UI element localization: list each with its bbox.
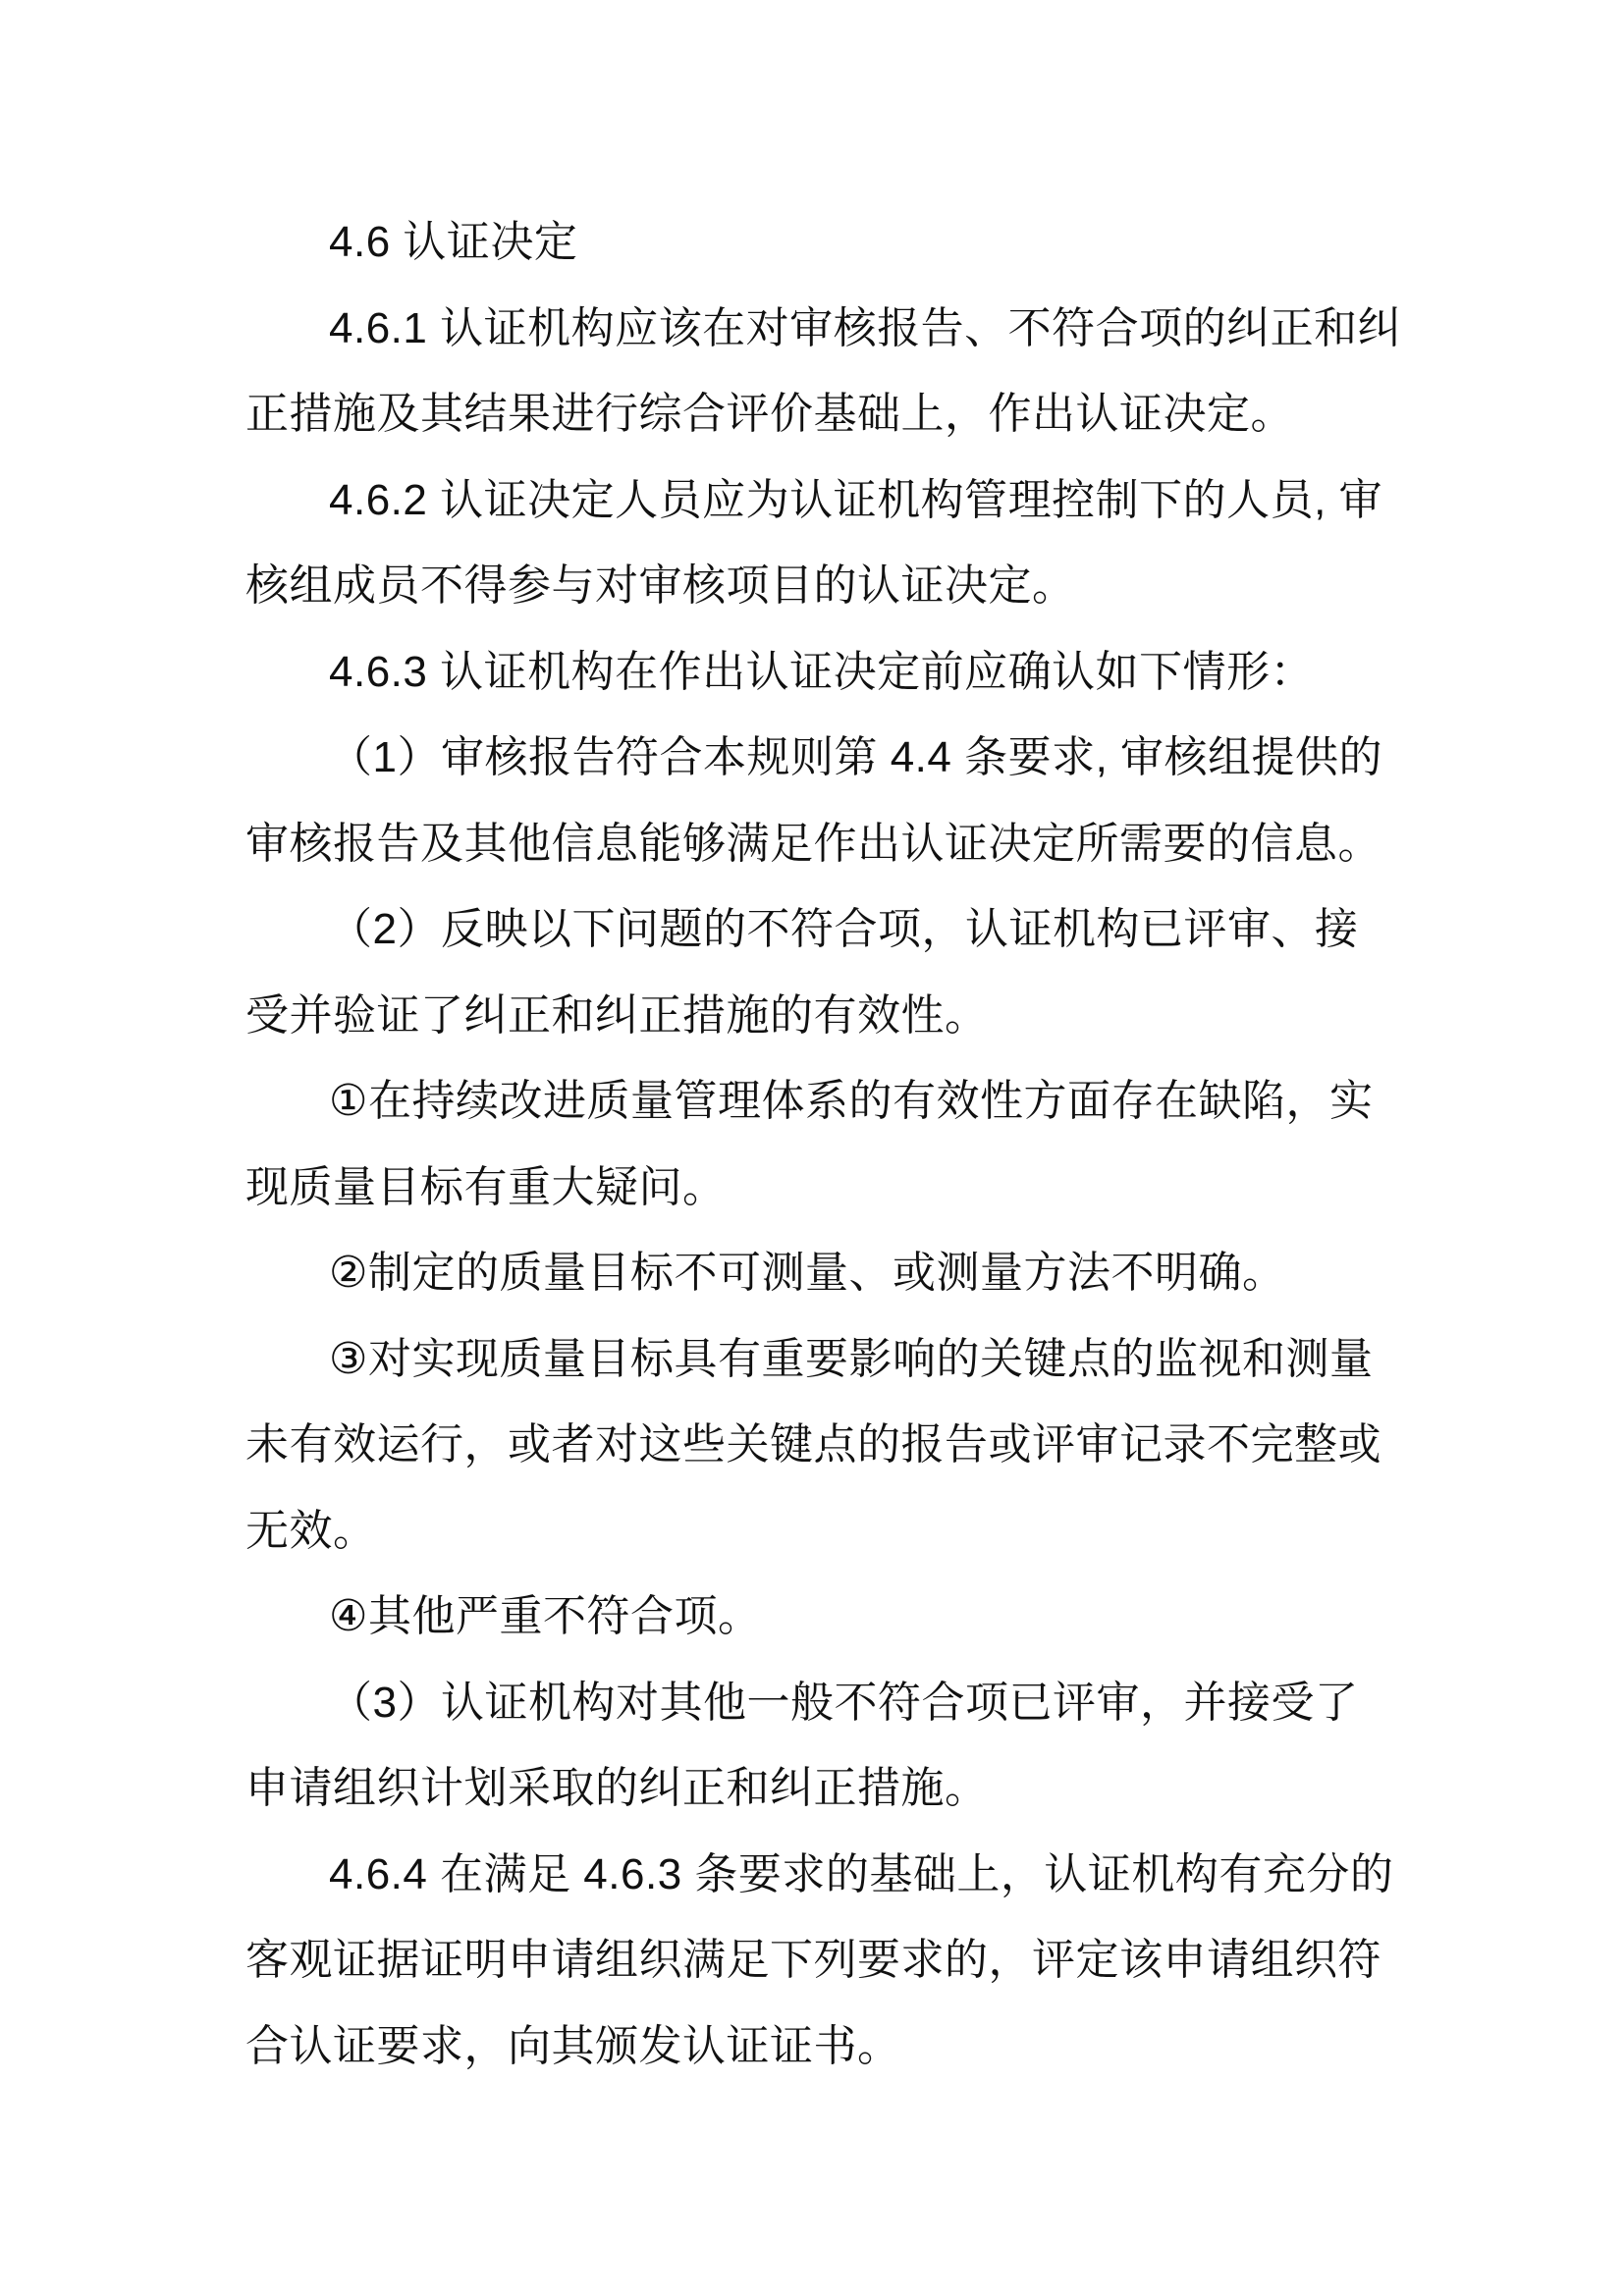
text-line: 4.6.2 认证决定人员应为认证机构管理控制下的人员, 审 — [329, 475, 1383, 524]
text-line: ③对实现质量目标具有重要影响的关键点的监视和测量 — [329, 1334, 1374, 1383]
document-content — [245, 199, 1402, 2089]
text-line: ②制定的质量目标不可测量、或测量方法不明确。 — [329, 1249, 1286, 1297]
text-line: 审核报告及其他信息能够满足作出认证决定所需要的信息。 — [245, 819, 1381, 868]
text-line: 合认证要求，向其颁发认证证书。 — [245, 2021, 901, 2070]
text-line: ④其他严重不符合项。 — [329, 1592, 762, 1640]
text-line: 受并验证了纠正和纠正措施的有效性。 — [245, 990, 989, 1040]
text-line: 客观证据证明申请组织满足下列要求的，评定该申请组织符 — [245, 1936, 1381, 1984]
text-line: （1）审核报告符合本规则第 4.4 条要求, 审核组提供的 — [329, 733, 1383, 781]
text-line: （2）反映以下问题的不符合项，认证机构已评审、接 — [329, 905, 1359, 953]
text-line: ①在持续改进质量管理体系的有效性方面存在缺陷，实 — [329, 1077, 1374, 1125]
text-line: 4.6.1 认证机构应该在对审核报告、不符合项的纠正和纠 — [329, 303, 1402, 352]
text-line: 核组成员不得参与对审核项目的认证决定。 — [245, 561, 1076, 610]
section-heading: 4.6 认证决定 — [329, 218, 578, 266]
text-line: 现质量目标有重大疑问。 — [245, 1162, 727, 1211]
text-line: 4.6.3 认证机构在作出认证决定前应确认如下情形： — [329, 647, 1315, 696]
text-line: 申请组织计划采取的纠正和纠正措施。 — [245, 1764, 989, 1812]
text-line: 正措施及其结果进行综合评价基础上，作出认证决定。 — [245, 390, 1294, 438]
text-line: 4.6.4 在满足 4.6.3 条要求的基础上，认证机构有充分的 — [329, 1849, 1394, 1898]
text-line: 未有效运行，或者对这些关键点的报告或评审记录不完整或 — [245, 1420, 1381, 1468]
text-line: （3）认证机构对其他一般不符合项已评审，并接受了 — [329, 1678, 1359, 1727]
text-line: 无效。 — [245, 1506, 377, 1555]
